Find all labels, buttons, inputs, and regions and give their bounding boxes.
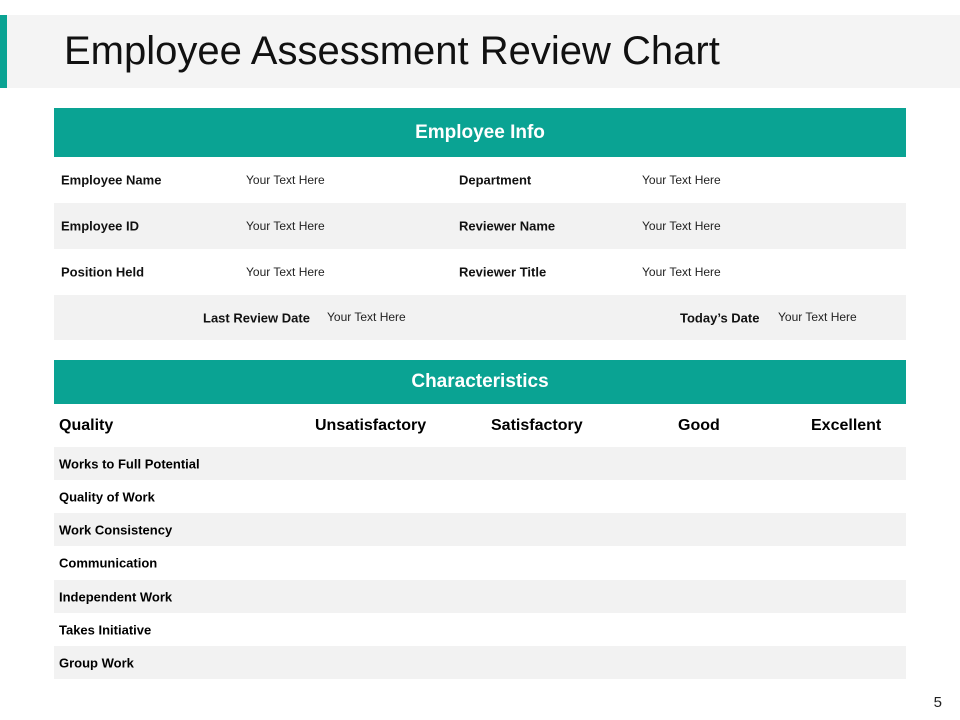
page-title: Employee Assessment Review Chart: [64, 29, 720, 73]
info-row-1: [54, 157, 906, 203]
last-review-date-value[interactable]: Your Text Here: [327, 309, 406, 324]
position-held-value[interactable]: Your Text Here: [246, 265, 325, 279]
reviewer-name-label: Reviewer Name: [459, 218, 556, 234]
employee-info-header: Employee Info: [54, 108, 906, 157]
table-row: [54, 646, 906, 679]
table-row: [54, 513, 906, 546]
quality-label: Takes Initiative: [59, 622, 152, 637]
characteristics-header: Characteristics: [54, 360, 906, 404]
column-header-satisfactory: Satisfactory: [491, 416, 583, 434]
quality-label: Group Work: [59, 655, 134, 670]
department-label: Department: [459, 172, 532, 188]
position-held-label: Position Held: [61, 264, 145, 280]
column-header-excellent: Excellent: [811, 416, 882, 434]
quality-label: Works to Full Potential: [59, 456, 200, 471]
title-bar: [0, 15, 960, 88]
employee-id-value[interactable]: Your Text Here: [246, 219, 325, 233]
info-row-2: [54, 203, 906, 249]
todays-date-label: Today’s Date: [680, 310, 760, 325]
reviewer-title-label: Reviewer Title: [459, 264, 547, 280]
last-review-date-label: Last Review Date: [203, 310, 310, 325]
column-header-unsatisfactory: Unsatisfactory: [315, 416, 427, 434]
todays-date-value[interactable]: Your Text Here: [778, 309, 857, 324]
table-row: [54, 546, 906, 579]
quality-label: Communication: [59, 555, 158, 570]
title-accent-bar: [0, 15, 7, 88]
page-number: 5: [933, 694, 942, 711]
column-header-good: Good: [678, 416, 720, 434]
column-header-quality: Quality: [59, 416, 114, 434]
table-row: [54, 480, 906, 513]
employee-name-label: Employee Name: [61, 172, 162, 188]
reviewer-name-value[interactable]: Your Text Here: [642, 219, 721, 233]
info-row-dates: [54, 295, 906, 340]
reviewer-title-value[interactable]: Your Text Here: [642, 265, 721, 279]
employee-id-label: Employee ID: [61, 218, 140, 234]
quality-label: Work Consistency: [59, 522, 173, 537]
department-value[interactable]: Your Text Here: [642, 173, 721, 187]
info-row-3: [54, 249, 906, 295]
table-row: [54, 613, 906, 646]
quality-label: Quality of Work: [59, 489, 155, 504]
quality-label: Independent Work: [59, 589, 173, 604]
table-row: [54, 447, 906, 480]
characteristics-column-headers: [54, 404, 906, 447]
table-row: [54, 580, 906, 613]
employee-name-value[interactable]: Your Text Here: [246, 173, 325, 187]
